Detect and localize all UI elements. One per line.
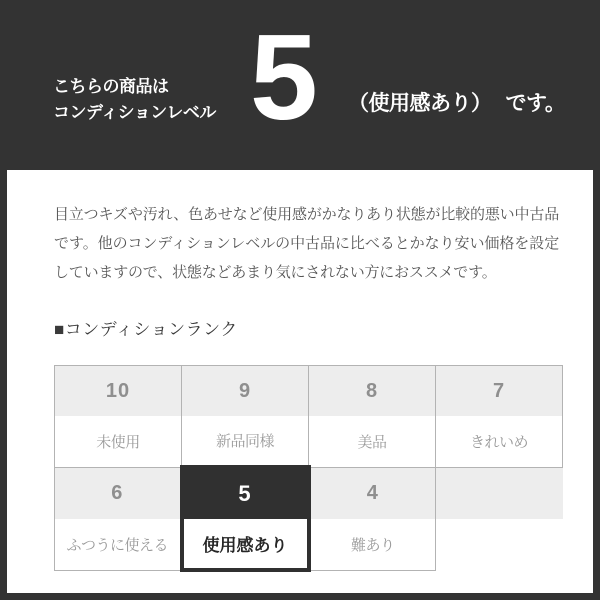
empty-cell xyxy=(436,519,563,570)
rank-number-6: 6 xyxy=(55,467,182,519)
rank-label-10: 未使用 xyxy=(55,416,182,467)
empty-cell xyxy=(436,467,563,519)
rank-number-8: 8 xyxy=(309,366,436,417)
rank-label-9: 新品同様 xyxy=(182,416,309,467)
rank-number-row-1 xyxy=(55,366,563,417)
condition-intro-line2: コンディションレベル xyxy=(53,103,216,122)
condition-level-suffix: です。 xyxy=(505,92,566,115)
rank-number-row-2 xyxy=(55,467,563,519)
rank-number-4: 4 xyxy=(309,467,436,519)
rank-label-7: きれいめ xyxy=(436,416,563,467)
condition-intro-text xyxy=(53,74,216,126)
rank-section-title: ■コンディションランク xyxy=(54,320,238,339)
rank-label-6: ふつうに使える xyxy=(55,519,182,570)
content-panel xyxy=(7,170,593,593)
rank-label-row-1 xyxy=(55,416,563,467)
rank-number-7: 7 xyxy=(436,366,563,417)
condition-description: 目立つキズや汚れ、色あせなど使用感がかなりあり状態が比較的悪い中古品です。他のコンディションレベルの中古品に比べるとかなり安い価格を設定していますので、状態などあまり気にされない方におススメです。 xyxy=(54,206,559,281)
rank-label-row-2 xyxy=(55,519,563,570)
condition-rank-table xyxy=(54,365,563,572)
rank-number-10: 10 xyxy=(55,366,182,417)
rank-label-5-current: 使用感あり xyxy=(182,519,309,570)
condition-level-label xyxy=(348,90,565,118)
rank-label-4: 難あり xyxy=(309,519,436,570)
rank-label-8: 美品 xyxy=(309,416,436,467)
rank-number-5-current: 5 xyxy=(182,467,309,519)
condition-banner xyxy=(0,0,600,170)
rank-number-9: 9 xyxy=(182,366,309,417)
condition-level-label-text: （使用感あり） xyxy=(348,92,492,115)
condition-level-number: 5 xyxy=(250,9,316,145)
condition-intro-line1: こちらの商品は xyxy=(53,77,169,96)
